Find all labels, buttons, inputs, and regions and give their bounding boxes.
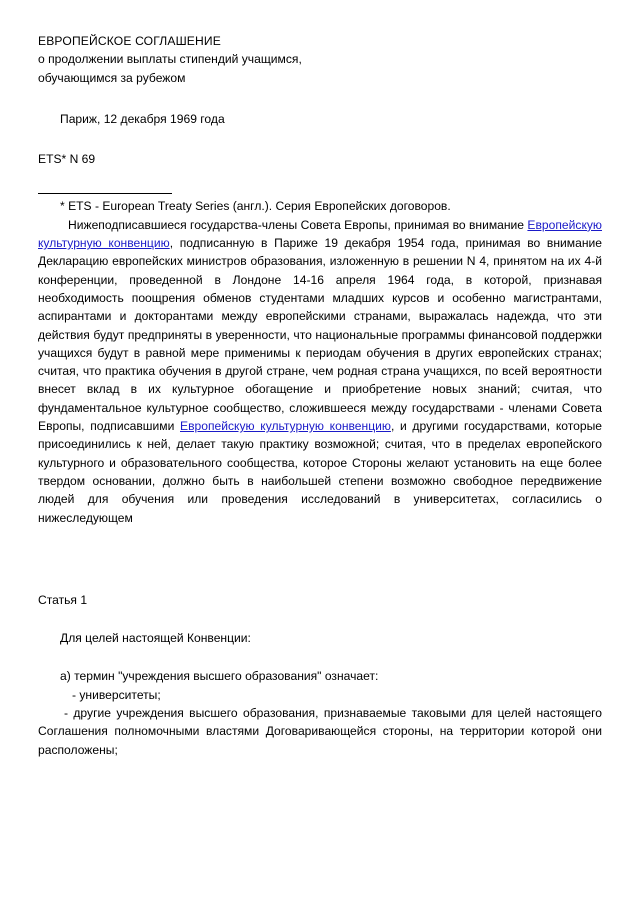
treaty-code: ETS* N 69: [38, 152, 96, 167]
sub-item-other-institutions: - другие учреждения высшего образования, признаваемые таковыми для целей настоящего Соглашения полномочными властями Договаривающейся стороны, на территории которой они расположены;: [38, 706, 602, 757]
document-subtitle-line-1: о продолжении выплаты стипендий учащимся,: [38, 52, 302, 67]
place-and-date: Париж, 12 декабря 1969 года: [60, 111, 225, 126]
european-cultural-convention-link-2[interactable]: Европейскую культурную конвенцию: [180, 419, 391, 434]
clause-a-text: а) термин "учреждения высшего образования" означает:: [60, 669, 379, 684]
footnote-divider: [38, 193, 172, 194]
footnote-text: * ETS - European Treaty Series (англ.). Серия Европейских договоров.: [60, 199, 451, 214]
preamble-text-part-3: , и другими государствами, которые присоединились к ней, делает такую практику возможной; считая, что в пределах европейского культурного и образовательного сообщества, которое Стороны желают установить на еще более твердом основании, должно быть в наибольшей степени возможно свободное передвижение людей для обучения или проведения исследований в университетах, согласились о нижеследующем: [38, 419, 602, 525]
preamble-text-part-1: Нижеподписавшиеся государства-члены Совета Европы, принимая во внимание: [68, 217, 528, 232]
document-body: [38, 32, 602, 759]
document-subtitle-line-2: обучающимся за рубежом: [38, 70, 186, 85]
preamble-text-part-2: , подписанную в Париже 19 декабря 1954 года, принимая во внимание Декларацию европейских министров образования, изложенную в решении N 4, принятом на их 4-й конференции, проведенной в Лондоне 14-16 апреля 1964 года, в которой, признавая необходимость поощрения обменов студентами младших курсов и особенно магистрантами, аспирантами и докторантами между европейскими странами, выражалась надежда, что эти действия будут предприняты в уверенности, что национальные программы финансовой поддержки учащихся будут в равной мере применимы к периодам обучения в других европейских странах; считая, что практика обучения в другой стране, чем родная страна учащихся, по всей вероятности внесет вклад в их культурное обогащение и приобретение новых знаний; считая, что фундаментальное культурное сообщество, сложившееся между государствами - членами Совета Европы, подписавшими: [38, 236, 602, 434]
sub-item-universities: - университеты;: [72, 687, 161, 702]
european-cultural-convention-link-1[interactable]: Европейскую культурную конвенцию: [38, 217, 602, 251]
article-intro-text: Для целей настоящей Конвенции:: [60, 631, 251, 646]
preamble-paragraph: [38, 216, 602, 527]
page-title: ЕВРОПЕЙСКОЕ СОГЛАШЕНИЕ: [38, 34, 221, 48]
article-heading: Статья 1: [38, 592, 88, 607]
document-title-block: [38, 32, 602, 87]
